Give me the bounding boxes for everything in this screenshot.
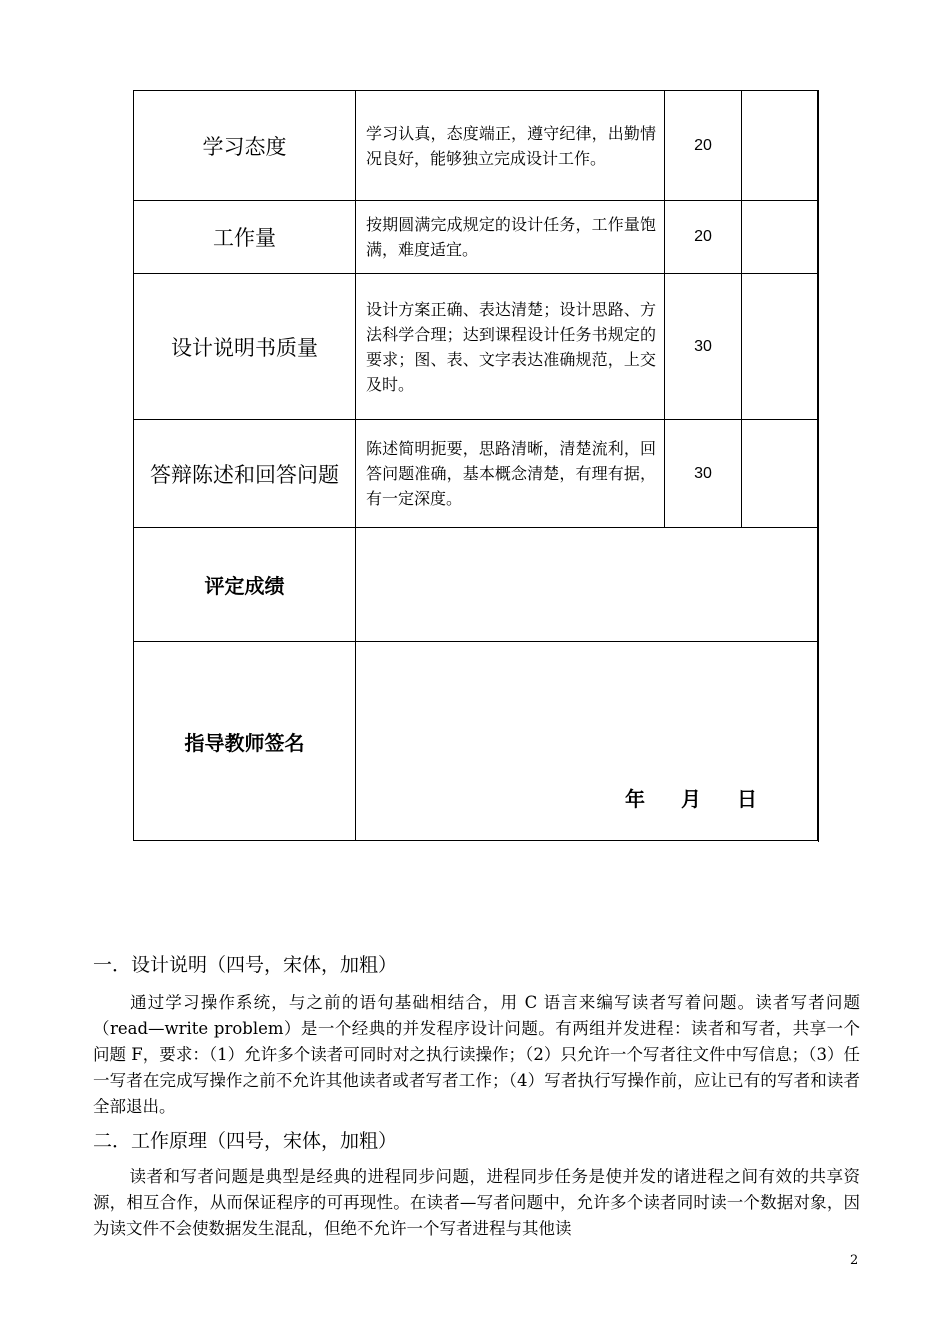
score-entry-cell — [742, 91, 818, 201]
score-entry-cell — [742, 420, 818, 528]
page-number: 2 — [850, 1253, 859, 1268]
section-body-design-text: 通过学习操作系统，与之前的语句基础相结合，用 C 语言来编写读者写着问题。读者写者问题（read—write problem）是一个经典的并发程序设计问题。有两组并发进程：读者和写者，共享一个问题 F，要求：（1）允许多个读者可同时对之执行读操作；（2）只允许一个写者往文件中写信息；（3）任一写者在完成写操作之前不允许其他读者或者写者工作；（4）写者执行写操作前，应让已有的写者和读者全部退出。 — [93, 993, 860, 1116]
score-entry-cell — [742, 201, 818, 274]
final-grade-row — [134, 528, 818, 642]
signature-entry — [356, 642, 818, 841]
section-body-design — [93, 990, 860, 1120]
item-score: 30 — [665, 420, 742, 528]
date-year: 年 — [625, 787, 645, 811]
table-row — [134, 420, 818, 528]
item-name: 设计说明书质量 — [134, 274, 356, 420]
item-name: 工作量 — [134, 201, 356, 274]
table-right-rule — [818, 90, 819, 842]
item-score: 20 — [665, 201, 742, 274]
item-criteria: 按期圆满完成规定的设计任务，工作量饱满，难度适宜。 — [356, 201, 665, 274]
section-heading-design: 一．设计说明（四号，宋体，加粗） — [93, 954, 398, 976]
item-name: 答辩陈述和回答问题 — [134, 420, 356, 528]
item-score: 30 — [665, 274, 742, 420]
item-criteria: 陈述简明扼要，思路清晰，清楚流利，回答问题准确，基本概念清楚，有理有据，有一定深度。 — [356, 420, 665, 528]
table-row — [134, 91, 818, 201]
signature-label: 指导教师签名 — [134, 642, 356, 841]
item-name: 学习态度 — [134, 91, 356, 201]
grading-table — [133, 90, 818, 841]
item-score: 20 — [665, 91, 742, 201]
item-criteria: 设计方案正确、表达清楚；设计思路、方法科学合理；达到课程设计任务书规定的要求；图、表、文字表达准确规范，上交及时。 — [356, 274, 665, 420]
date-day: 日 — [737, 787, 757, 811]
section-heading-principle: 二．工作原理（四号，宋体，加粗） — [93, 1130, 398, 1152]
score-entry-cell — [742, 274, 818, 420]
section-body-principle — [93, 1164, 860, 1242]
item-criteria: 学习认真，态度端正，遵守纪律，出勤情况良好，能够独立完成设计工作。 — [356, 91, 665, 201]
final-grade-entry — [356, 528, 818, 642]
date-month: 月 — [681, 787, 701, 811]
signature-date — [589, 783, 757, 812]
final-grade-label: 评定成绩 — [134, 528, 356, 642]
table-row — [134, 274, 818, 420]
signature-row — [134, 642, 818, 841]
table-row — [134, 201, 818, 274]
section-body-principle-text: 读者和写者问题是典型是经典的进程同步问题，进程同步任务是使并发的诸进程之间有效的共享资源，相互合作，从而保证程序的可再现性。在读者—写者问题中，允许多个读者同时读一个数据对象，因为读文件不会使数据发生混乱，但绝不允许一个写者进程与其他读 — [93, 1167, 860, 1238]
